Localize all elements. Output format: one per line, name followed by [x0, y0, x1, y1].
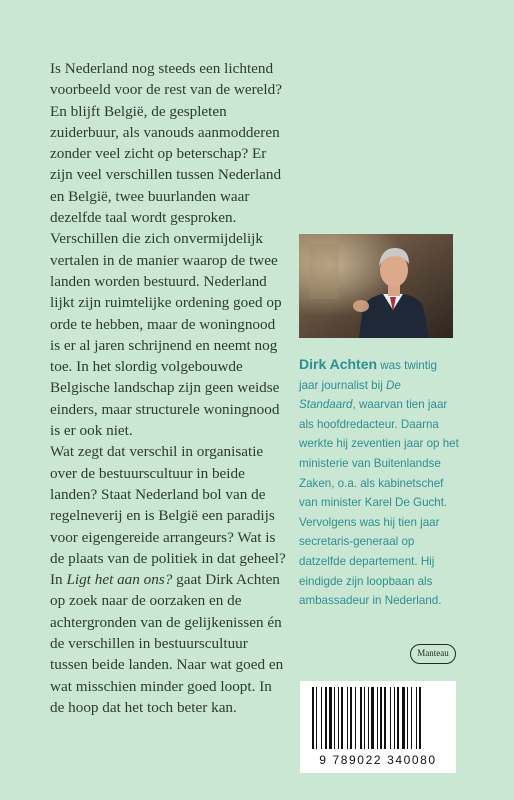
blurb-paragraph-3 [50, 569, 288, 718]
barcode-bar [350, 687, 352, 749]
barcode-bar [411, 687, 412, 749]
newspaper-name: De Standaard [299, 378, 401, 412]
back-cover-blurb [50, 58, 288, 718]
barcode-bar [347, 687, 348, 749]
barcode-bar [325, 687, 327, 749]
barcode-bar [321, 687, 322, 749]
author-bio [299, 355, 459, 611]
barcode-bar [394, 687, 395, 749]
barcode-bar [338, 687, 339, 749]
barcode-bar [334, 687, 335, 749]
blurb-paragraph-1: Is Nederland nog steeds een lichtend voorbeeld voor de rest van de wereld? En blijft België, de gespleten zuiderbuur, als vanouds aanmodderen zonder veel zicht op beterschap? Er zijn veel verschillen tussen Nederland en België, twee buurlanden waar dezelfde taal wordt gesproken. Verschillen die zich onvermijdelijk vertalen in de manier waarop de twee landen worden bestuurd. Nederland lijkt zijn ruimtelijke ordening goed op orde te hebben, maar de woningnood is er al jaren schrijnend en neemt nog toe. In het slordig volgebouwde Belgische landschap zijn geen weidse einders, maar structurele woningnood is er ook niet. [50, 60, 282, 440]
publisher-logo-text: Manteau [417, 648, 449, 658]
barcode-bar [384, 687, 386, 749]
publisher-logo [410, 644, 456, 664]
barcode-bar [341, 687, 343, 749]
barcode-bar [360, 687, 362, 749]
barcode-bar [407, 687, 408, 749]
author-name: Dirk Achten [299, 356, 378, 372]
barcode-bar [364, 687, 365, 749]
barcode-bar [355, 687, 356, 749]
barcode-bar [371, 687, 374, 749]
blurb-p3-pre: In [50, 571, 67, 589]
bio-text-post: , waarvan tien jaar als hoofdredacteur. Daarna werkte hij zeventien jaar op het ministerie van Buitenlandse Zaken, o.a. als kabinetschef van minister Karel De Gucht. Vervolgens was hij tien jaar secretaris-generaal op datzelfde departement. Hij eindigde zijn loopbaan als ambassadeur in Nederland. [299, 398, 459, 608]
author-photo [299, 234, 453, 338]
barcode-bar [416, 687, 417, 749]
blurb-paragraph-2: Wat zegt dat verschil in organisatie over de bestuurscultuur in beide landen? Staat Nederland bol van de regelneverij en is België een paradijs voor eigengereide arrangeurs? Wat is de plaats van de politiek in dat geheel? [50, 443, 286, 567]
barcode-bar [377, 687, 378, 749]
barcode-bar [368, 687, 369, 749]
barcode-bar [329, 687, 332, 749]
barcode [300, 681, 456, 773]
barcode-bar [380, 687, 382, 749]
barcode-bar [397, 687, 399, 749]
barcode-bar [316, 687, 317, 749]
barcode-bar [402, 687, 405, 749]
blurb-p3-post: gaat Dirk Achten op zoek naar de oorzaken en de achtergronden van de gelijkenissen én de verschillen in bestuurscultuur tussen beide landen. Naar wat goed en wat misschien minder goed loopt. In de hoop dat het toch beter kan. [50, 571, 284, 716]
barcode-bar [312, 687, 314, 749]
isbn-number: 9 789022 340080 [319, 753, 437, 767]
barcode-bar [419, 687, 421, 749]
barcode-bars [310, 687, 446, 753]
barcode-bar [390, 687, 391, 749]
book-title: Ligt het aan ons? [66, 571, 173, 589]
bio-text-pre: was twintig jaar journalist bij [299, 359, 437, 392]
